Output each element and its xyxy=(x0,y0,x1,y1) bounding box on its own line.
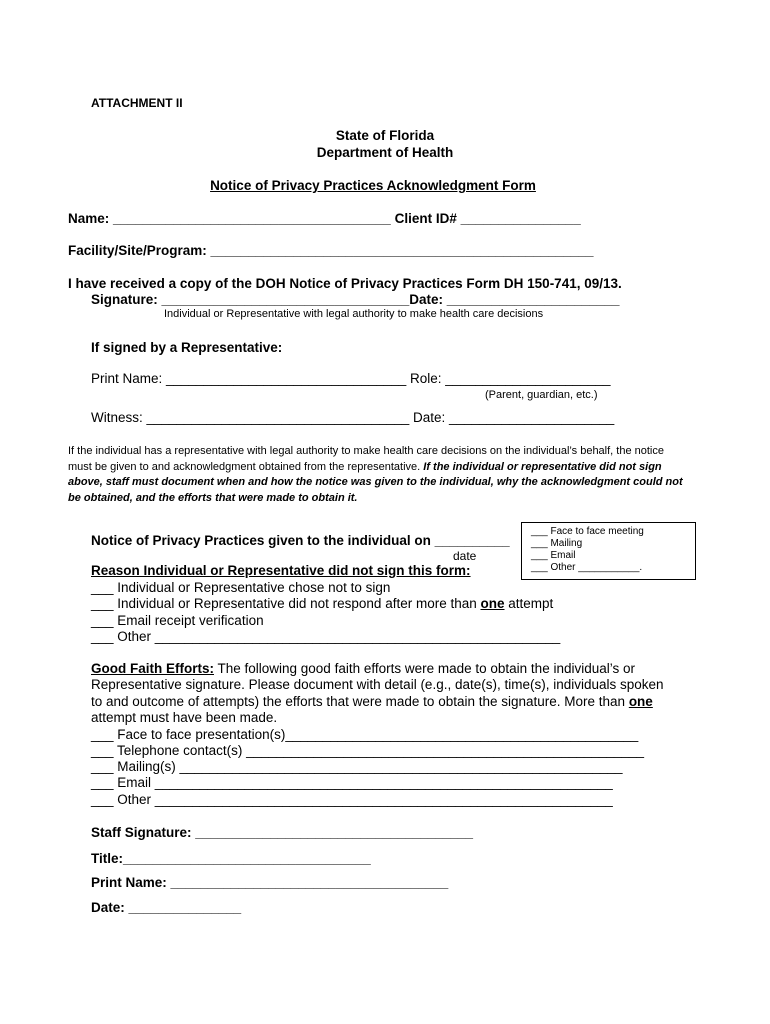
staff-title-field[interactable]: Title:_________________________________ xyxy=(91,851,371,866)
staff-date-field[interactable]: Date: _______________ xyxy=(91,900,242,915)
good-faith-paragraph xyxy=(91,661,671,726)
state-heading: State of Florida xyxy=(335,128,435,143)
role-note: (Parent, guardian, etc.) xyxy=(485,389,598,401)
method-email[interactable]: ___ Email xyxy=(531,550,576,561)
delivery-method-box xyxy=(521,522,696,580)
good-faith-text: The following good faith efforts were made to obtain the individual’s or Representative signature. Please document with detail (e.g., date(s), time(s), individuals spoken to and outcome of attempts) the efforts that were made to obtain the signature. More than xyxy=(91,661,664,709)
staff-print-name-field[interactable]: Print Name: _____________________________________ xyxy=(91,875,449,890)
method-mailing[interactable]: ___ Mailing xyxy=(531,538,583,549)
reason-option2-text: ___ Individual or Representative did not respond after more than xyxy=(91,596,481,611)
method-other[interactable]: ___ Other ___________. xyxy=(531,562,643,573)
representative-heading: If signed by a Representative: xyxy=(91,340,283,355)
reason-did-not-respond[interactable] xyxy=(91,596,553,611)
instruction-text: If the individual has a representative with legal authority to make health care decisions on the individual’s behalf, the notice must be given to and acknowledgment obtained from the representative. xyxy=(68,445,664,473)
effort-other[interactable]: ___ Other _____________________________________________________________ xyxy=(91,792,613,807)
effort-email[interactable]: ___ Email _____________________________________________________________ xyxy=(91,775,613,790)
reason-chose-not-to-sign[interactable]: ___ Individual or Representative chose not to sign xyxy=(91,580,391,595)
reason-option2-emphasis: one xyxy=(480,596,505,611)
good-faith-heading: Good Faith Efforts: xyxy=(91,661,214,676)
effort-face-to-face[interactable]: ___ Face to face presentation(s)_______________________________________________ xyxy=(91,727,639,742)
notice-given-field[interactable]: Notice of Privacy Practices given to the individual on __________ xyxy=(91,533,510,548)
signature-date-field[interactable]: Signature: _________________________________Date: _______________________ xyxy=(91,292,620,307)
received-statement: I have received a copy of the DOH Notice of Privacy Practices Form DH 150-741, 09/13. xyxy=(68,276,622,291)
notice-date-label: date xyxy=(453,549,477,563)
department-heading: Department of Health xyxy=(316,145,454,160)
reason-option2-end: attempt xyxy=(504,596,554,611)
instruction-emphasis: If the individual or representative did not sign above, staff must document when and how the notice was given to the individual, why the acknowledgment could not be obtained, and the efforts that were made to obtain it. xyxy=(68,460,683,504)
method-face-to-face[interactable]: ___ Face to face meeting xyxy=(531,526,644,537)
signature-note: Individual or Representative with legal authority to make health care decisions xyxy=(164,308,544,320)
staff-signature-field[interactable]: Staff Signature: _____________________________________ xyxy=(91,825,474,840)
effort-telephone[interactable]: ___ Telephone contact(s) _____________________________________________________ xyxy=(91,743,645,758)
facility-field[interactable]: Facility/Site/Program: ___________________________________________________ xyxy=(68,243,594,258)
good-faith-emphasis: one xyxy=(628,693,653,709)
form-title: Notice of Privacy Practices Acknowledgment Form xyxy=(210,178,536,193)
instruction-paragraph xyxy=(68,444,683,506)
good-faith-text-end: attempt must have been made. xyxy=(91,709,278,725)
name-client-id-field[interactable]: Name: _____________________________________ Client ID# ________________ xyxy=(68,211,581,226)
attachment-label: ATTACHMENT II xyxy=(91,96,183,110)
reason-other[interactable]: ___ Other ______________________________________________________ xyxy=(91,629,561,644)
reason-email-receipt[interactable]: ___ Email receipt verification xyxy=(91,613,264,628)
witness-date-field[interactable]: Witness: ___________________________________ Date: ______________________ xyxy=(91,410,615,425)
rep-print-name-role-field[interactable]: Print Name: ________________________________ Role: ______________________ xyxy=(91,371,611,386)
effort-mailing[interactable]: ___ Mailing(s) ___________________________________________________________ xyxy=(91,759,623,774)
reason-heading: Reason Individual or Representative did not sign this form: xyxy=(91,563,471,578)
